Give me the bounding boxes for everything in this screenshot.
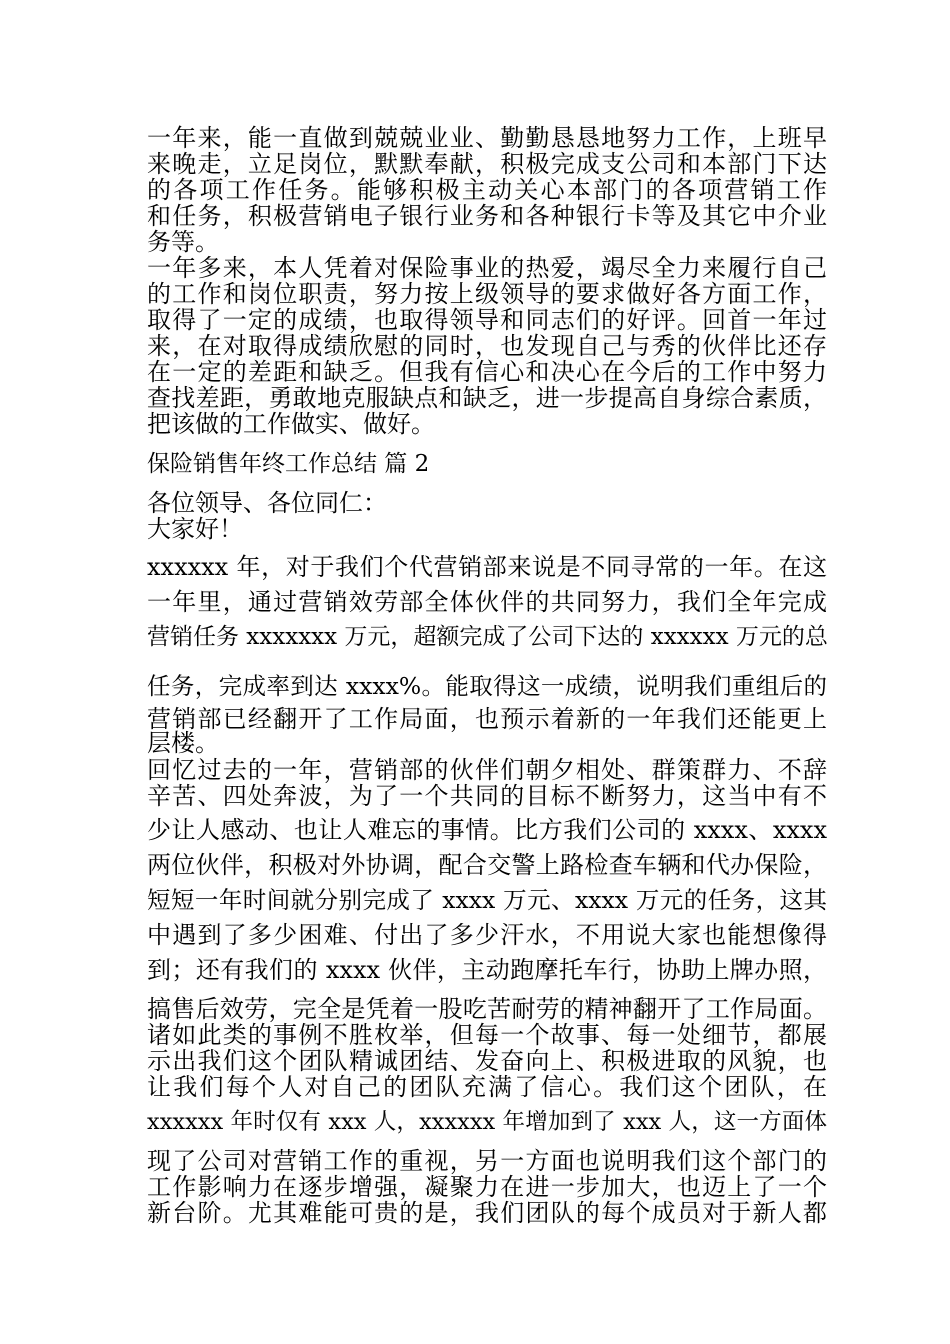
paragraph-line: 辛苦、四处奔波，为了一个共同的目标不断努力，这当中有不 [147,782,827,810]
paragraph-line: 层楼。 [147,729,219,757]
paragraph-line: 取得了一定的成绩，也取得领导和同志们的好评。回首一年过 [147,306,827,334]
paragraph-line: 少让人感动、也让人难忘的事情。比方我们公司的 xxxx、xxxx [147,816,827,844]
paragraph-line: 一年来，能一直做到兢兢业业、勤勤恳恳地努力工作，上班早 [147,124,827,152]
paragraph-line: 两位伙伴，积极对外协调，配合交警上路检查车辆和代办保险， [147,851,827,879]
salutation-line: 各位领导、各位同仁： [147,489,387,517]
paragraph-line: 中遇到了多少困难、付出了多少汗水，不用说大家也能想像得 [147,921,827,949]
paragraph-line: 现了公司对营销工作的重视，另一方面也说明我们这个部门的 [147,1147,827,1175]
paragraph-line: 任务，完成率到达 xxxx%。能取得这一成绩，说明我们重组后的 [147,672,827,700]
paragraph-line: 营销任务 xxxxxxx 万元，超额完成了公司下达的 xxxxxx 万元的总 [147,624,828,650]
paragraph-line: 工作影响力在逐步增强，凝聚力在进一步加大，也迈上了一个 [147,1173,827,1201]
paragraph-line: 的工作和岗位职责，努力按上级领导的要求做好各方面工作， [147,280,827,308]
paragraph-line: 回忆过去的一年，营销部的伙伴们朝夕相处、群策群力、不辞 [147,756,827,784]
paragraph-line: 务等。 [147,228,219,256]
paragraph-line: 短短一年时间就分别完成了 xxxx 万元、xxxx 万元的任务，这其 [147,886,827,914]
paragraph-line: 把该做的工作做实、做好。 [147,410,435,438]
paragraph-line: 在一定的差距和缺乏。但我有信心和决心在今后的工作中努力 [147,358,827,386]
section-heading: 保险销售年终工作总结 篇 2 [147,451,430,477]
paragraph-line: 的各项工作任务。能够积极主动关心本部门的各项营销工作 [147,176,827,204]
paragraph-line: 新台阶。尤其难能可贵的是，我们团队的每个成员对于新人都 [147,1199,827,1227]
paragraph-line: xxxxxx 年时仅有 xxx 人，xxxxxx 年增加到了 xxx 人，这一方面体 [147,1109,827,1135]
paragraph-line: 来，在对取得成绩欣慰的同时，也发现自己与秀的伙伴比还存 [147,332,827,360]
paragraph-line: 诸如此类的事例不胜枚举，但每一个故事、每一处细节，都展 [147,1021,827,1049]
paragraph-line: 查找差距，勇敢地克服缺点和缺乏，进一步提高自身综合素质， [147,384,827,412]
paragraph-line: 示出我们这个团队精诚团结、发奋向上、积极进取的风貌，也 [147,1047,827,1075]
paragraph-line: 和任务，积极营销电子银行业务和各种银行卡等及其它中介业 [147,202,827,230]
paragraph-line: 到；还有我们的 xxxx 伙伴，主动跑摩托车行，协助上牌办照， [147,956,827,984]
paragraph-line: 来晚走，立足岗位，默默奉献，积极完成支公司和本部门下达 [147,150,827,178]
paragraph-line: 搞售后效劳，完全是凭着一股吃苦耐劳的精神翻开了工作局面。 [147,995,827,1023]
paragraph-line: xxxxxx 年，对于我们个代营销部来说是不同寻常的一年。在这 [147,553,827,581]
paragraph-line: 一年里，通过营销效劳部全体伙伴的共同努力，我们全年完成 [147,588,827,616]
paragraph-line: 让我们每个人对自己的团队充满了信心。我们这个团队，在 [147,1073,827,1101]
paragraph-line: 一年多来，本人凭着对保险事业的热爱，竭尽全力来履行自己 [147,254,827,282]
paragraph-line: 营销部已经翻开了工作局面，也预示着新的一年我们还能更上 [147,705,827,733]
greeting-line: 大家好！ [147,515,243,543]
